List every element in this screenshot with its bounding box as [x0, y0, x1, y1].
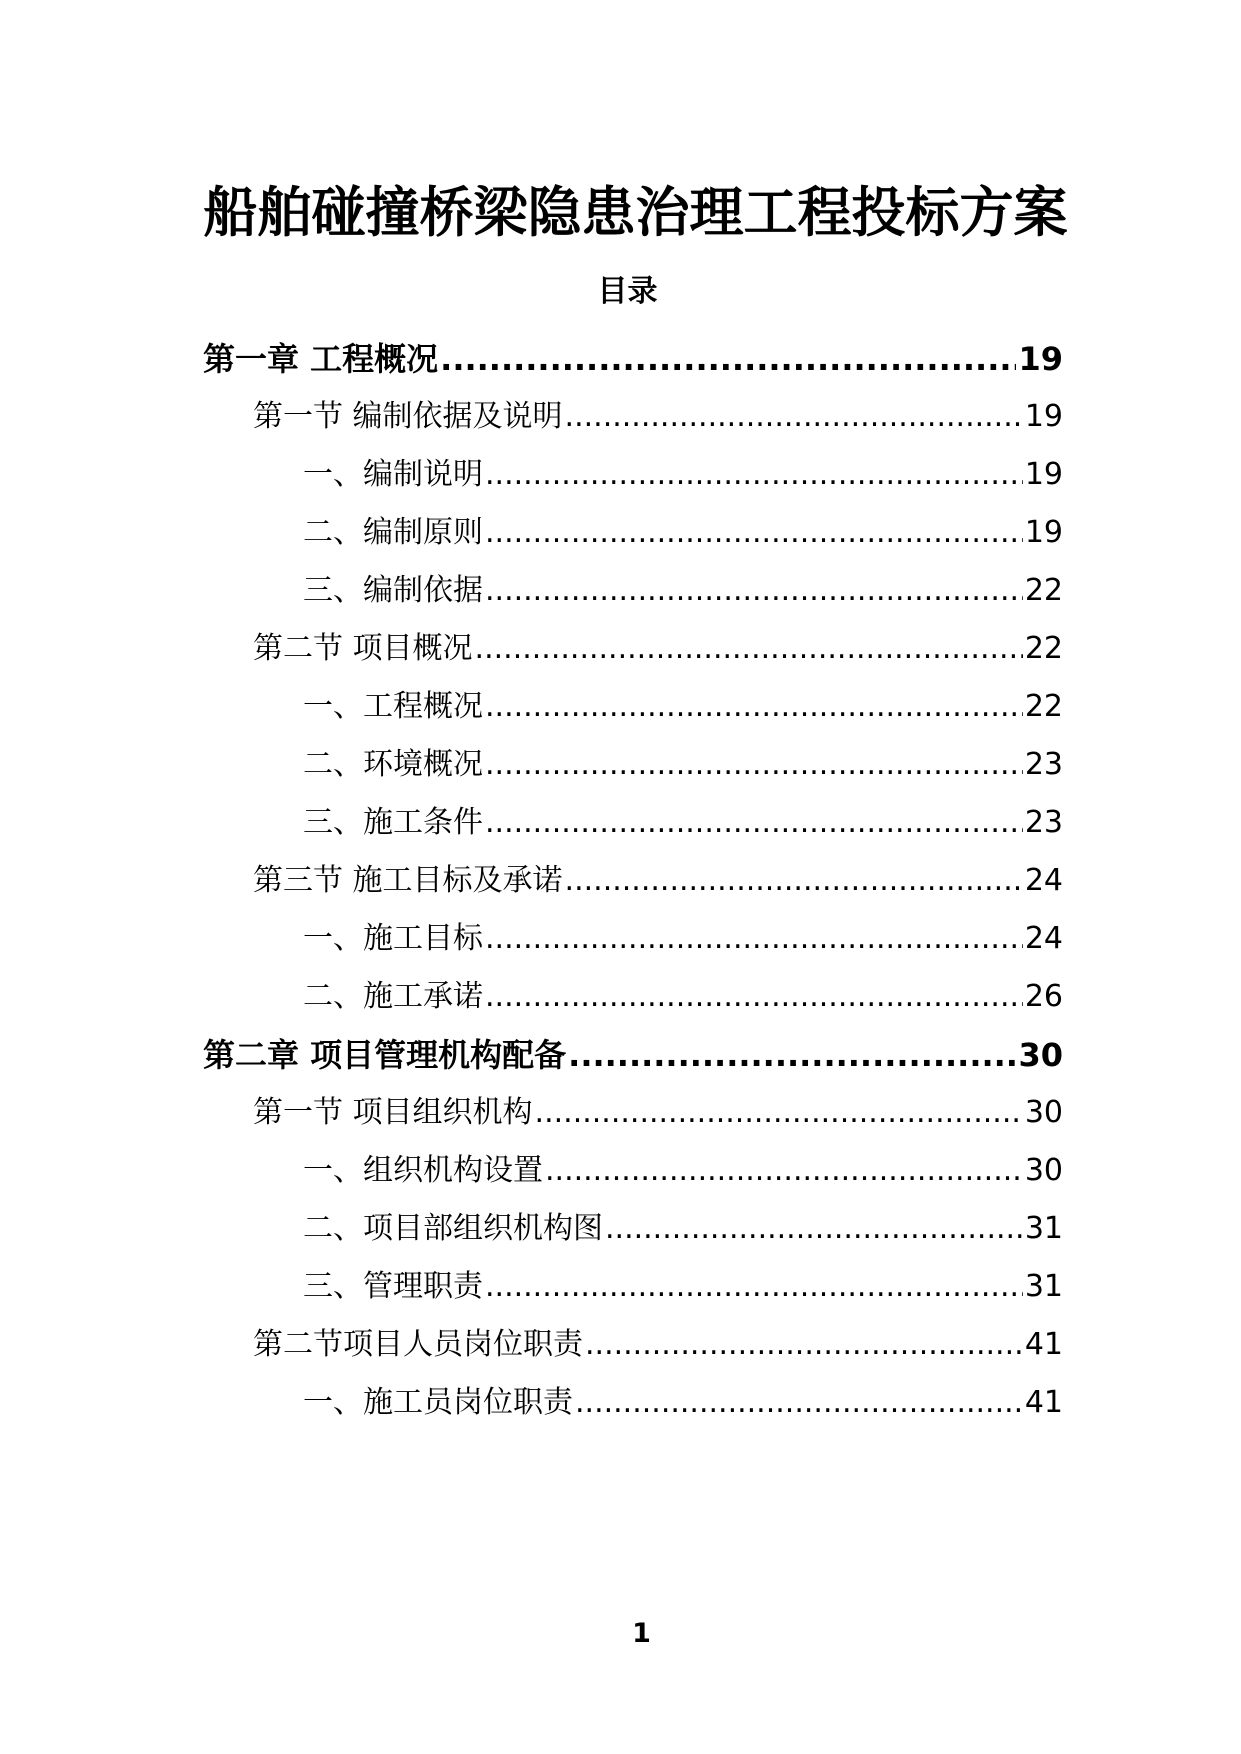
toc-entry-title: 三、编制依据 — [303, 573, 483, 608]
toc-entry-page: 19 — [1024, 399, 1063, 434]
page-number: 1 — [632, 1618, 651, 1649]
toc-dot-leader — [575, 1378, 1023, 1428]
toc-entry-page: 23 — [1024, 805, 1063, 840]
toc-entry-title: 第一节 项目组织机构 — [253, 1095, 533, 1130]
toc-entry-title: 一、施工员岗位职责 — [303, 1385, 573, 1420]
toc-dot-leader — [440, 334, 1016, 384]
toc-entry-title: 一、编制说明 — [303, 457, 483, 492]
toc-entry-title: 第二章 项目管理机构配备 — [203, 1036, 567, 1074]
toc-entry[interactable] — [303, 914, 1063, 964]
toc-entry-page: 30 — [1024, 1095, 1063, 1130]
toc-entry-title: 三、施工条件 — [303, 805, 483, 840]
toc-dot-leader — [485, 972, 1023, 1022]
toc-entry-title: 第一章 工程概况 — [203, 340, 439, 378]
toc-entry[interactable] — [253, 624, 1063, 674]
toc-dot-leader — [485, 682, 1023, 732]
toc-dot-leader — [485, 798, 1023, 848]
toc-dot-leader — [485, 566, 1023, 616]
toc-heading: 目录 — [597, 274, 658, 309]
toc-dot-leader — [485, 508, 1023, 558]
toc-entry-title: 三、管理职责 — [303, 1269, 483, 1304]
toc-dot-leader — [535, 1088, 1023, 1138]
toc-entry-page: 30 — [1024, 1153, 1063, 1188]
toc-entry-title: 二、项目部组织机构图 — [303, 1211, 603, 1246]
toc-entry-page: 22 — [1024, 631, 1063, 666]
toc-entry-page: 19 — [1018, 340, 1063, 378]
toc-entry-title: 二、环境概况 — [303, 747, 483, 782]
toc-entry[interactable] — [303, 508, 1063, 558]
toc-entry-page: 22 — [1024, 573, 1063, 608]
toc-entry-page: 19 — [1024, 457, 1063, 492]
toc-entry-page: 23 — [1024, 747, 1063, 782]
toc-dot-leader — [545, 1146, 1023, 1196]
toc-entry[interactable] — [203, 1030, 1063, 1080]
toc-dot-leader — [585, 1320, 1023, 1370]
toc-entry[interactable] — [303, 972, 1063, 1022]
toc-entry-page: 24 — [1024, 863, 1063, 898]
toc-entry-title: 一、组织机构设置 — [303, 1153, 543, 1188]
toc-entry[interactable] — [303, 450, 1063, 500]
toc-entry-page: 26 — [1024, 979, 1063, 1014]
toc-entry-title: 第一节 编制依据及说明 — [253, 399, 563, 434]
toc-entry[interactable] — [303, 740, 1063, 790]
toc-entry[interactable] — [303, 1146, 1063, 1196]
toc-entry-page: 41 — [1024, 1327, 1063, 1362]
toc-entry-title: 二、编制原则 — [303, 515, 483, 550]
toc-entry-title: 第二节项目人员岗位职责 — [253, 1327, 583, 1362]
toc-entry[interactable] — [303, 1204, 1063, 1254]
toc-entry[interactable] — [253, 856, 1063, 906]
toc-entry-page: 24 — [1024, 921, 1063, 956]
toc-entry[interactable] — [303, 1262, 1063, 1312]
toc-dot-leader — [485, 1262, 1023, 1312]
toc-entry-title: 第二节 项目概况 — [253, 631, 473, 666]
toc-entry-page: 30 — [1018, 1036, 1063, 1074]
toc-entry[interactable] — [303, 1378, 1063, 1428]
toc-entry-title: 一、施工目标 — [303, 921, 483, 956]
toc-entry-page: 31 — [1024, 1211, 1063, 1246]
toc-entry-page: 31 — [1024, 1269, 1063, 1304]
toc-dot-leader — [475, 624, 1023, 674]
toc-entry-title: 第三节 施工目标及承诺 — [253, 863, 563, 898]
toc-dot-leader — [565, 392, 1023, 442]
toc-entry[interactable] — [303, 682, 1063, 732]
toc-dot-leader — [605, 1204, 1023, 1254]
toc-dot-leader — [565, 856, 1023, 906]
toc-entry-page: 41 — [1024, 1385, 1063, 1420]
document-title: 船舶碰撞桥梁隐患治理工程投标方案 — [203, 181, 1068, 244]
toc-dot-leader — [485, 450, 1023, 500]
toc-entry[interactable] — [253, 1088, 1063, 1138]
toc-dot-leader — [568, 1030, 1016, 1080]
toc-entry[interactable] — [253, 1320, 1063, 1370]
toc-dot-leader — [485, 740, 1023, 790]
toc-entry-title: 二、施工承诺 — [303, 979, 483, 1014]
toc-entry-page: 19 — [1024, 515, 1063, 550]
toc-entry[interactable] — [303, 566, 1063, 616]
toc-entry[interactable] — [203, 334, 1063, 384]
toc-entry[interactable] — [303, 798, 1063, 848]
toc-entry-title: 一、工程概况 — [303, 689, 483, 724]
toc-entry[interactable] — [253, 392, 1063, 442]
toc-dot-leader — [485, 914, 1023, 964]
toc-entry-page: 22 — [1024, 689, 1063, 724]
